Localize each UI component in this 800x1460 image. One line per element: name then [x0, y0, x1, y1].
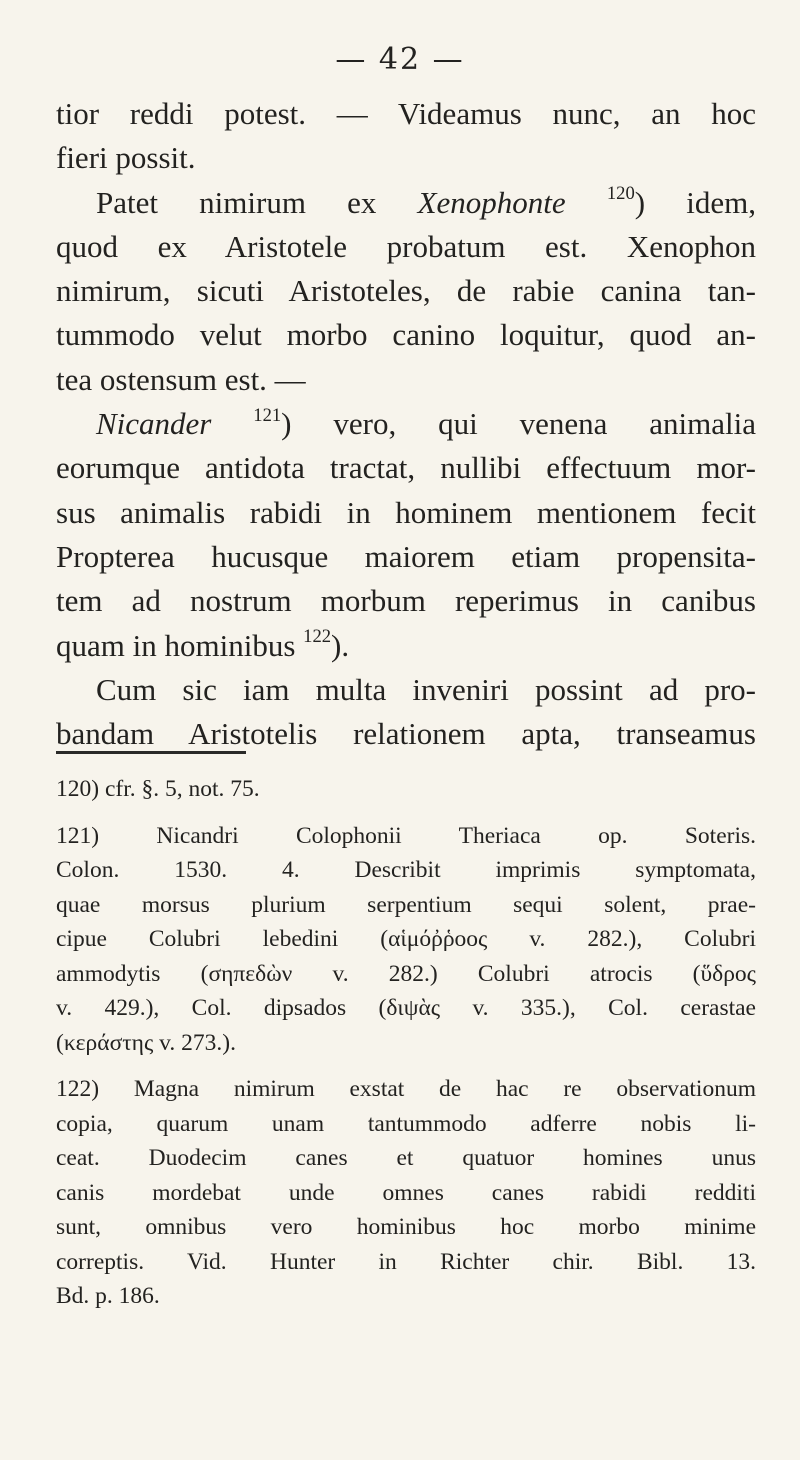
footnote-ref-122: 122	[303, 626, 332, 648]
text-line: tior reddi potest. — Videamus nunc, an hoc	[56, 96, 756, 131]
footnote-line: quae morsus plurium serpentium sequi solent, prae-	[56, 891, 756, 918]
footnote-line: ceat. Duodecim canes et quatuor homines unus	[56, 1145, 756, 1171]
footnote-line: sunt, omnibus vero hominibus hoc morbo minime	[56, 1214, 756, 1240]
text-line: nimirum, sicuti Aristoteles, de rabie canina tan-	[56, 273, 756, 309]
text-line: Propterea hucusque maiorem etiam propensita-	[56, 538, 756, 574]
text-line: quam in hominibus $^{122}$).	[56, 626, 350, 663]
text-line: tea ostensum est. —	[56, 361, 306, 397]
text-line: sus animalis rabidi in hominem mentionem fecit	[56, 494, 756, 530]
footnote-120: 120) cfr. §. 5, not. 75.	[56, 776, 260, 802]
footnotes	[56, 772, 756, 1314]
footnote-line: (κεράστης v. 273.).	[56, 1029, 236, 1056]
footnote-ref-121: 121	[253, 404, 282, 426]
page-number-header: — 42 —	[335, 42, 465, 77]
text-line: tummodo velut morbo canino loquitur, quod an-	[56, 317, 756, 353]
text-line: Cum sic iam multa inveniri possint ad pro-	[96, 671, 756, 707]
text-line: quod ex Aristotele probatum est. Xenophon	[56, 228, 756, 264]
footnote-line: Colon. 1530. 4. Describit imprimis symptomata,	[56, 857, 756, 883]
footnote-ref-120: 120	[606, 183, 635, 205]
footnote-line: canis mordebat unde omnes canes rabidi redditi	[56, 1179, 756, 1206]
footnote-122: 122) Magna nimirum exstat de hac re observationum	[56, 1076, 756, 1102]
footnote-line: cipue Colubri lebedini (αἱμόῤῥοος v. 282.), Colubri	[56, 926, 756, 952]
footnote-121: 121) Nicandri Colophonii Theriaca op. Soteris.	[56, 822, 756, 849]
footnote-line: copia, quarum unam tantummodo adferre nobis li-	[56, 1110, 756, 1137]
text-line: Patet nimirum ex Xenophonte $^{120}$) idem,	[96, 183, 756, 220]
main-text	[56, 92, 756, 756]
footnote-separator	[56, 751, 246, 754]
text-line: fieri possit.	[56, 140, 196, 176]
footnote-line: correptis. Vid. Hunter in Richter chir. Bibl. 13.	[56, 1248, 756, 1275]
footnote-line: v. 429.), Col. dipsados (διψὰς v. 335.), Col. cerastae	[56, 995, 756, 1021]
text-line: tem ad nostrum morbum reperimus in canibus	[56, 583, 756, 619]
footnote-line: Bd. p. 186.	[56, 1283, 160, 1309]
emphasis-nicander: Nicander	[96, 406, 212, 442]
text-line: bandam Aristotelis relationem apta, transeamus	[56, 716, 756, 752]
emphasis-xenophonte: Xenophonte	[417, 184, 566, 220]
text-line: Nicander $^{121}$) vero, qui venena animalia	[96, 404, 756, 442]
text-line: eorumque antidota tractat, nullibi effectuum mor-	[56, 450, 756, 486]
footnote-line: ammodytis (σηπεδὼν v. 282.) Colubri atrocis (ὕδρος	[56, 960, 756, 987]
